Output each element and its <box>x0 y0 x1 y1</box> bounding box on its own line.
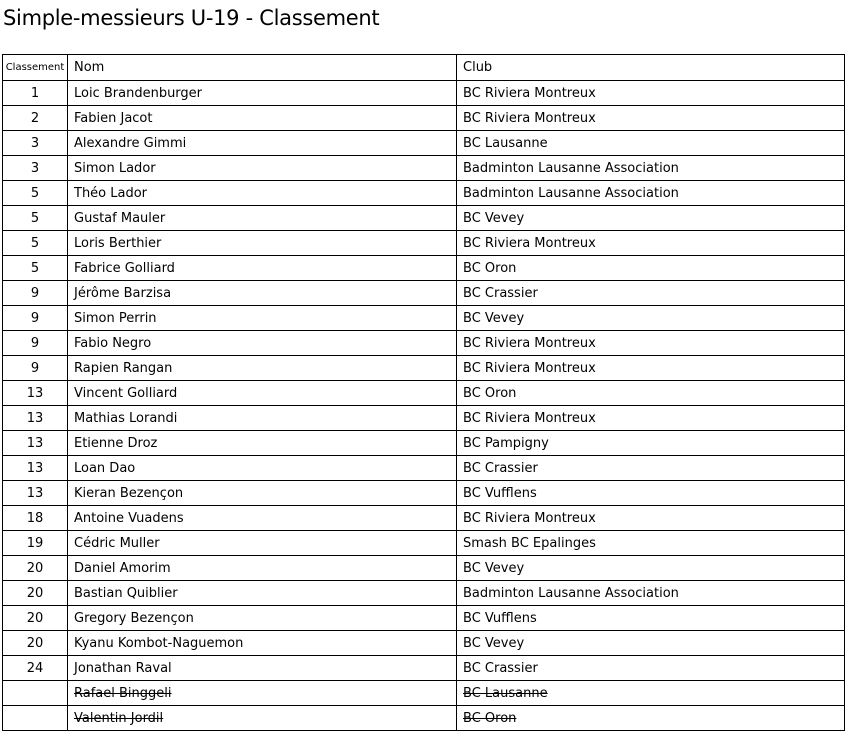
table-row <box>3 631 845 656</box>
rank-cell: 18 <box>3 506 68 531</box>
rank-cell: 2 <box>3 106 68 131</box>
rank-cell: 3 <box>3 156 68 181</box>
table-row <box>3 306 845 331</box>
club-cell: BC Riviera Montreux <box>457 81 845 106</box>
player-name-cell: Bastian Quiblier <box>68 581 457 606</box>
column-header-rank: Classement <box>3 55 68 81</box>
column-header-club: Club <box>457 55 845 81</box>
player-name-cell: Kyanu Kombot-Naguemon <box>68 631 457 656</box>
table-row <box>3 481 845 506</box>
club-cell: BC Lausanne <box>457 131 845 156</box>
rank-cell: 9 <box>3 331 68 356</box>
club-cell: Smash BC Epalinges <box>457 531 845 556</box>
player-name-cell: Fabrice Golliard <box>68 256 457 281</box>
table-row <box>3 706 845 731</box>
rank-cell: 9 <box>3 281 68 306</box>
rank-cell: 20 <box>3 581 68 606</box>
table-row <box>3 281 845 306</box>
player-name-cell: Loris Berthier <box>68 231 457 256</box>
club-cell: Badminton Lausanne Association <box>457 181 845 206</box>
table-row <box>3 606 845 631</box>
club-cell: BC Oron <box>457 706 845 731</box>
table-row <box>3 181 845 206</box>
rank-cell: 5 <box>3 181 68 206</box>
club-cell: Badminton Lausanne Association <box>457 581 845 606</box>
player-name-cell: Rapien Rangan <box>68 356 457 381</box>
player-name-cell: Jonathan Raval <box>68 656 457 681</box>
rank-cell: 13 <box>3 481 68 506</box>
player-name-cell: Simon Lador <box>68 156 457 181</box>
rank-cell: 5 <box>3 206 68 231</box>
player-name-cell: Loan Dao <box>68 456 457 481</box>
player-name-cell: Daniel Amorim <box>68 556 457 581</box>
club-cell: BC Vufflens <box>457 606 845 631</box>
player-name-cell: Gregory Bezençon <box>68 606 457 631</box>
rank-cell: 5 <box>3 231 68 256</box>
club-cell: BC Crassier <box>457 456 845 481</box>
player-name-cell: Gustaf Mauler <box>68 206 457 231</box>
table-row <box>3 531 845 556</box>
table-row <box>3 456 845 481</box>
rank-cell: 1 <box>3 81 68 106</box>
player-name-cell: Fabio Negro <box>68 331 457 356</box>
table-row <box>3 231 845 256</box>
table-row <box>3 581 845 606</box>
club-cell: BC Lausanne <box>457 681 845 706</box>
table-row <box>3 331 845 356</box>
club-cell: BC Riviera Montreux <box>457 506 845 531</box>
rank-cell: 20 <box>3 606 68 631</box>
player-name-cell: Fabien Jacot <box>68 106 457 131</box>
table-row <box>3 356 845 381</box>
table-row <box>3 106 845 131</box>
rank-cell: 3 <box>3 131 68 156</box>
table-row <box>3 406 845 431</box>
table-row <box>3 206 845 231</box>
rank-cell: 20 <box>3 556 68 581</box>
rank-cell <box>3 706 68 731</box>
rank-cell: 20 <box>3 631 68 656</box>
table-row <box>3 131 845 156</box>
club-cell: BC Crassier <box>457 281 845 306</box>
player-name-cell: Vincent Golliard <box>68 381 457 406</box>
club-cell: BC Vevey <box>457 556 845 581</box>
table-row <box>3 431 845 456</box>
player-name-cell: Rafael Binggeli <box>68 681 457 706</box>
table-header-row <box>3 55 845 81</box>
table-row <box>3 156 845 181</box>
player-name-cell: Antoine Vuadens <box>68 506 457 531</box>
page-title: Simple-messieurs U-19 - Classement <box>3 6 380 30</box>
rank-cell: 13 <box>3 456 68 481</box>
club-cell: BC Vevey <box>457 206 845 231</box>
club-cell: BC Pampigny <box>457 431 845 456</box>
rank-cell: 9 <box>3 356 68 381</box>
table-row <box>3 256 845 281</box>
player-name-cell: Cédric Muller <box>68 531 457 556</box>
player-name-cell: Simon Perrin <box>68 306 457 331</box>
table-row <box>3 556 845 581</box>
player-name-cell: Kieran Bezençon <box>68 481 457 506</box>
club-cell: BC Vufflens <box>457 481 845 506</box>
club-cell: BC Riviera Montreux <box>457 106 845 131</box>
club-cell: BC Crassier <box>457 656 845 681</box>
club-cell: BC Vevey <box>457 631 845 656</box>
player-name-cell: Mathias Lorandi <box>68 406 457 431</box>
rank-cell: 13 <box>3 406 68 431</box>
rank-cell: 13 <box>3 431 68 456</box>
rank-cell <box>3 681 68 706</box>
rank-cell: 9 <box>3 306 68 331</box>
player-name-cell: Valentin Jordil <box>68 706 457 731</box>
rank-cell: 13 <box>3 381 68 406</box>
club-cell: BC Riviera Montreux <box>457 406 845 431</box>
player-name-cell: Etienne Droz <box>68 431 457 456</box>
column-header-name: Nom <box>68 55 457 81</box>
table-row <box>3 656 845 681</box>
table-row <box>3 381 845 406</box>
rank-cell: 5 <box>3 256 68 281</box>
club-cell: BC Vevey <box>457 306 845 331</box>
player-name-cell: Jérôme Barzisa <box>68 281 457 306</box>
player-name-cell: Alexandre Gimmi <box>68 131 457 156</box>
club-cell: Badminton Lausanne Association <box>457 156 845 181</box>
club-cell: BC Riviera Montreux <box>457 331 845 356</box>
club-cell: BC Oron <box>457 256 845 281</box>
rank-cell: 24 <box>3 656 68 681</box>
table-row <box>3 506 845 531</box>
rank-cell: 19 <box>3 531 68 556</box>
ranking-table <box>2 54 845 731</box>
player-name-cell: Théo Lador <box>68 181 457 206</box>
ranking-table-body <box>3 81 845 731</box>
club-cell: BC Riviera Montreux <box>457 231 845 256</box>
club-cell: BC Oron <box>457 381 845 406</box>
club-cell: BC Riviera Montreux <box>457 356 845 381</box>
table-row <box>3 681 845 706</box>
table-row <box>3 81 845 106</box>
player-name-cell: Loic Brandenburger <box>68 81 457 106</box>
